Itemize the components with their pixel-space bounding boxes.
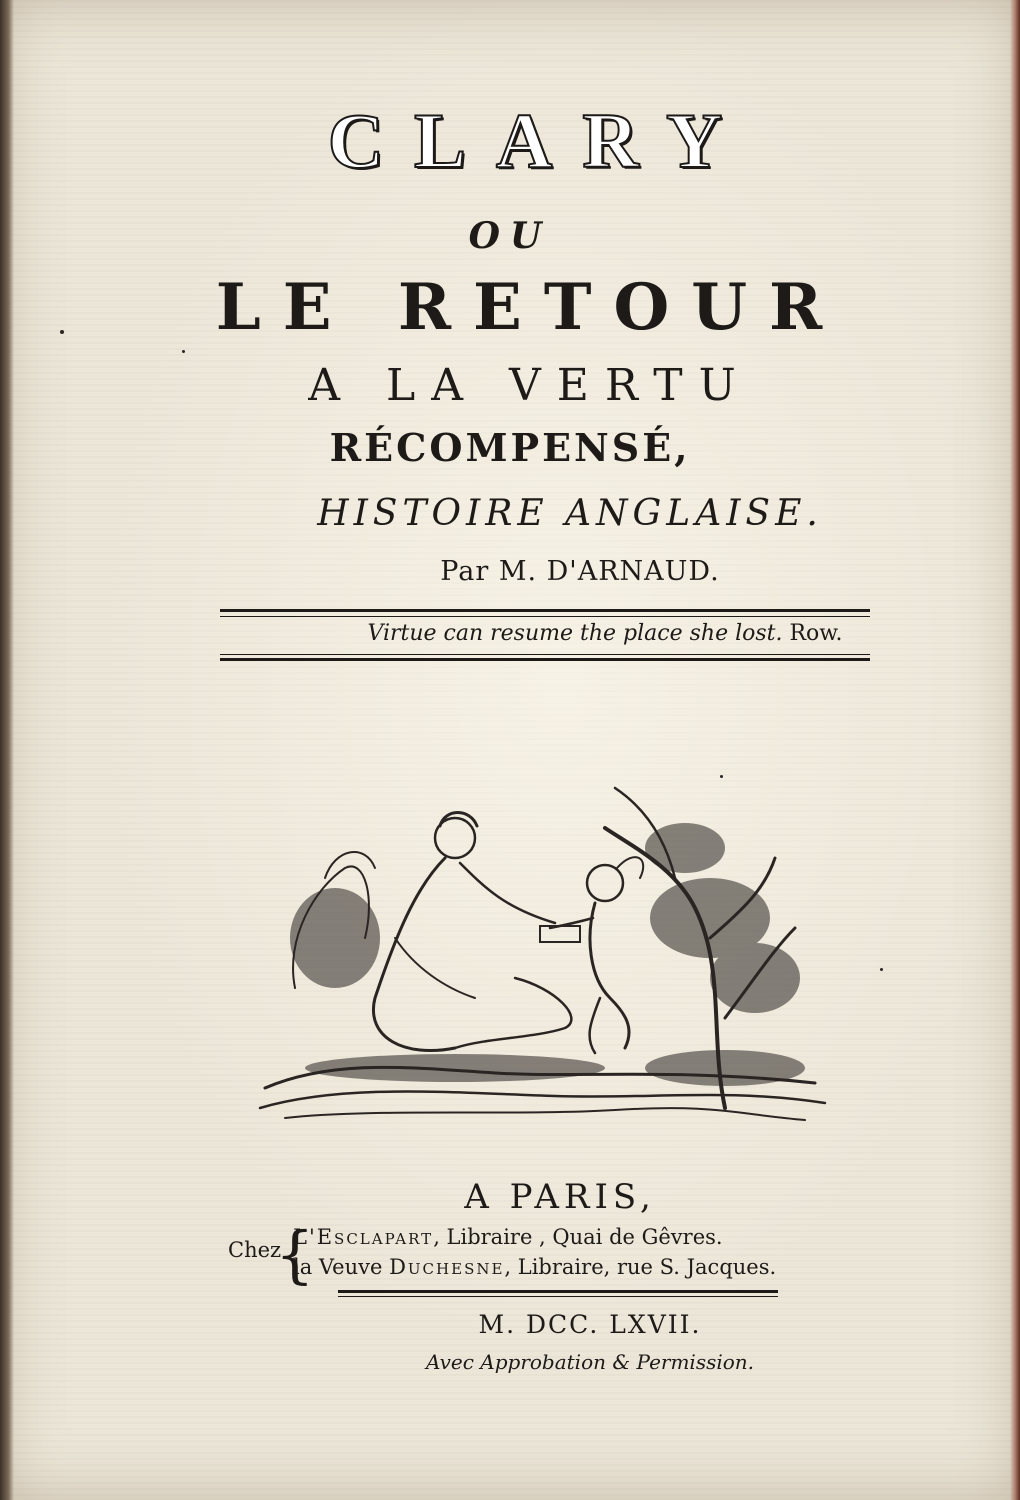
ink-speck <box>60 330 64 334</box>
rule-bottom-thin <box>220 654 870 655</box>
publisher-line-1 <box>293 1225 723 1249</box>
ink-speck <box>720 775 723 778</box>
title-line-recompense: RÉCOMPENSÉ, <box>329 425 691 470</box>
author-line: Par M. D'ARNAUD. <box>440 556 720 587</box>
publisher-2-address: , Libraire, rue S. Jacques. <box>504 1255 777 1279</box>
rule-bottom <box>220 658 870 661</box>
publisher-2-prefix: la Veuve <box>293 1255 390 1279</box>
epigraph-attribution: Row. <box>789 621 843 646</box>
publisher-2-name: Duchesne <box>389 1255 505 1279</box>
subtitle: HISTOIRE ANGLAISE. <box>317 493 823 534</box>
imprint-chez: Chez <box>228 1238 282 1262</box>
ink-speck <box>182 350 185 353</box>
approbation-line: Avec Approbation & Permission. <box>425 1350 755 1374</box>
ink-speck <box>880 968 883 971</box>
publisher-line-2 <box>293 1255 776 1279</box>
rule-imprint-thin <box>338 1296 778 1297</box>
engraved-vignette-icon <box>255 738 835 1128</box>
title-line-retour: LE RETOUR <box>215 270 845 345</box>
imprint-place: A PARIS, <box>464 1177 656 1217</box>
rule-top <box>220 609 870 612</box>
rule-imprint <box>338 1290 778 1293</box>
brace-icon: { <box>275 1218 315 1291</box>
epigraph-text: Virtue can resume the place she lost. <box>367 621 783 646</box>
publisher-1-address: , Libraire , Quai de Gêvres. <box>433 1225 723 1249</box>
rule-top-thin <box>220 616 870 617</box>
publisher-1-name: L'Esclapart <box>293 1225 434 1249</box>
main-title: CLARY <box>327 97 753 184</box>
epigraph <box>0 621 1020 646</box>
publication-date: M. DCC. LXVII. <box>478 1310 702 1339</box>
title-connector: OU <box>468 215 552 257</box>
title-line-vertu: A LA VERTU <box>308 360 752 411</box>
